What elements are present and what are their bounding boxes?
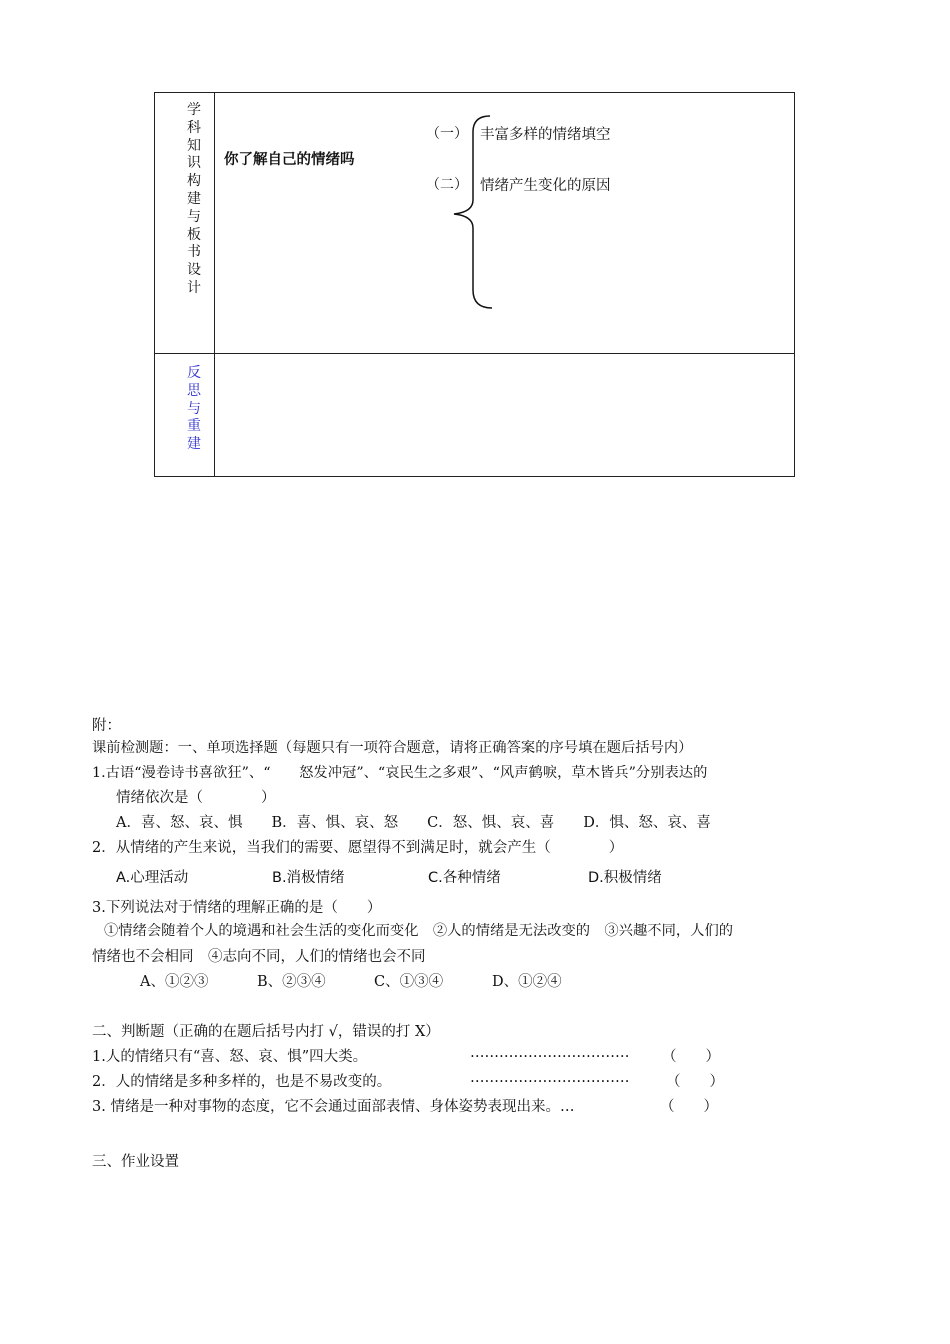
vertical-label-char: 建 (187, 190, 201, 207)
vertical-label-char: 设 (187, 262, 201, 279)
judge-3-text: 3. 情绪是一种对事物的态度，它不会通过面部表情、身体姿势表现出来。… (92, 1099, 575, 1115)
vertical-label-char: 重 (187, 418, 201, 435)
judge-1-blank: （ ） (662, 1049, 720, 1065)
judge-1-dots: …………………………… (470, 1045, 630, 1061)
q2-option-d: D.积极情绪 (588, 870, 662, 886)
vertical-label-char: 知 (187, 137, 201, 154)
q2-option-a: A.心理活动 (116, 870, 189, 886)
q3-statements: ①情绪会随着个人的境遇和社会生活的变化而变化 ②人的情绪是无法改变的 ③兴趣不同，人们的 (104, 923, 734, 939)
judge-2-blank: （ ） (666, 1074, 724, 1090)
q3-option-b: B、②③④ (257, 974, 326, 990)
part2-heading: 二、判断题（正确的在题后括号内打 √，错误的打 X） (92, 1024, 440, 1040)
q2-option-b: B.消极情绪 (272, 870, 345, 886)
q1-options: A．喜、怒、哀、惧 B．喜、惧、哀、怒 C．怒、惧、哀、喜 D．惧、怒、哀、喜 (116, 815, 711, 831)
vertical-label-char: 建 (187, 436, 201, 453)
q1-stem-cont: 情绪依次是（ ） (116, 790, 276, 806)
judge-2-dots: …………………………… (470, 1070, 630, 1086)
q3-stem: 3.下列说法对于情绪的理解正确的是（ ） (92, 900, 382, 916)
vertical-label-char: 与 (187, 400, 201, 417)
vertical-label-char: 科 (187, 119, 201, 136)
board-title: 你了解自己的情绪吗 (224, 152, 355, 168)
vertical-label-char: 反 (187, 365, 201, 381)
q1-stem: 1.古语“漫卷诗书喜欲狂”、“ 怒发冲冠”、“哀民生之多艰”、“风声鹤唳，草木皆兵”分别表达的 (92, 765, 708, 781)
vertical-label-char: 板 (187, 226, 201, 243)
judge-3-blank: （ ） (660, 1099, 718, 1115)
vertical-label-char: 与 (187, 208, 201, 225)
table-column-divider (214, 92, 215, 477)
judge-1-text: 1.人的情绪只有“喜、怒、哀、惧”四大类。 (92, 1049, 368, 1065)
q3-option-d: D、①②④ (492, 974, 562, 990)
row-label-knowledge-design (184, 102, 204, 298)
board-item-1-num: （一） (426, 126, 468, 142)
board-item-2-text: 情绪产生变化的原因 (480, 178, 611, 194)
table-row-divider (154, 353, 795, 354)
row-label-reflection (184, 365, 204, 454)
appendix-intro: 课前检测题：一、单项选择题（每题只有一项符合题意，请将正确答案的序号填在题后括号内） (92, 740, 693, 756)
q2-stem: 2．从情绪的产生来说，当我们的需要、愿望得不到满足时，就会产生（ ） (92, 840, 624, 856)
vertical-label-char: 书 (187, 244, 201, 261)
q3-option-a: A、①②③ (140, 974, 209, 990)
part3-heading: 三、作业设置 (92, 1154, 179, 1170)
board-item-2-num: （二） (426, 177, 468, 193)
q2-option-c: C.各种情绪 (428, 870, 501, 886)
board-item-1-text: 丰富多样的情绪填空 (480, 127, 611, 143)
appendix-heading: 附： (92, 718, 121, 734)
vertical-label-char: 计 (187, 279, 201, 296)
q3-statements-cont: 情绪也不会相同 ④志向不同，人们的情绪也会不同 (92, 949, 426, 965)
vertical-label-char: 学 (187, 102, 201, 118)
vertical-label-char: 思 (187, 382, 201, 399)
judge-2-text: 2．人的情绪是多种多样的，也是不易改变的。 (92, 1074, 392, 1090)
q3-option-c: C、①③④ (374, 974, 444, 990)
vertical-label-char: 构 (187, 173, 201, 190)
vertical-label-char: 识 (187, 155, 201, 172)
curly-brace-icon (440, 110, 500, 315)
